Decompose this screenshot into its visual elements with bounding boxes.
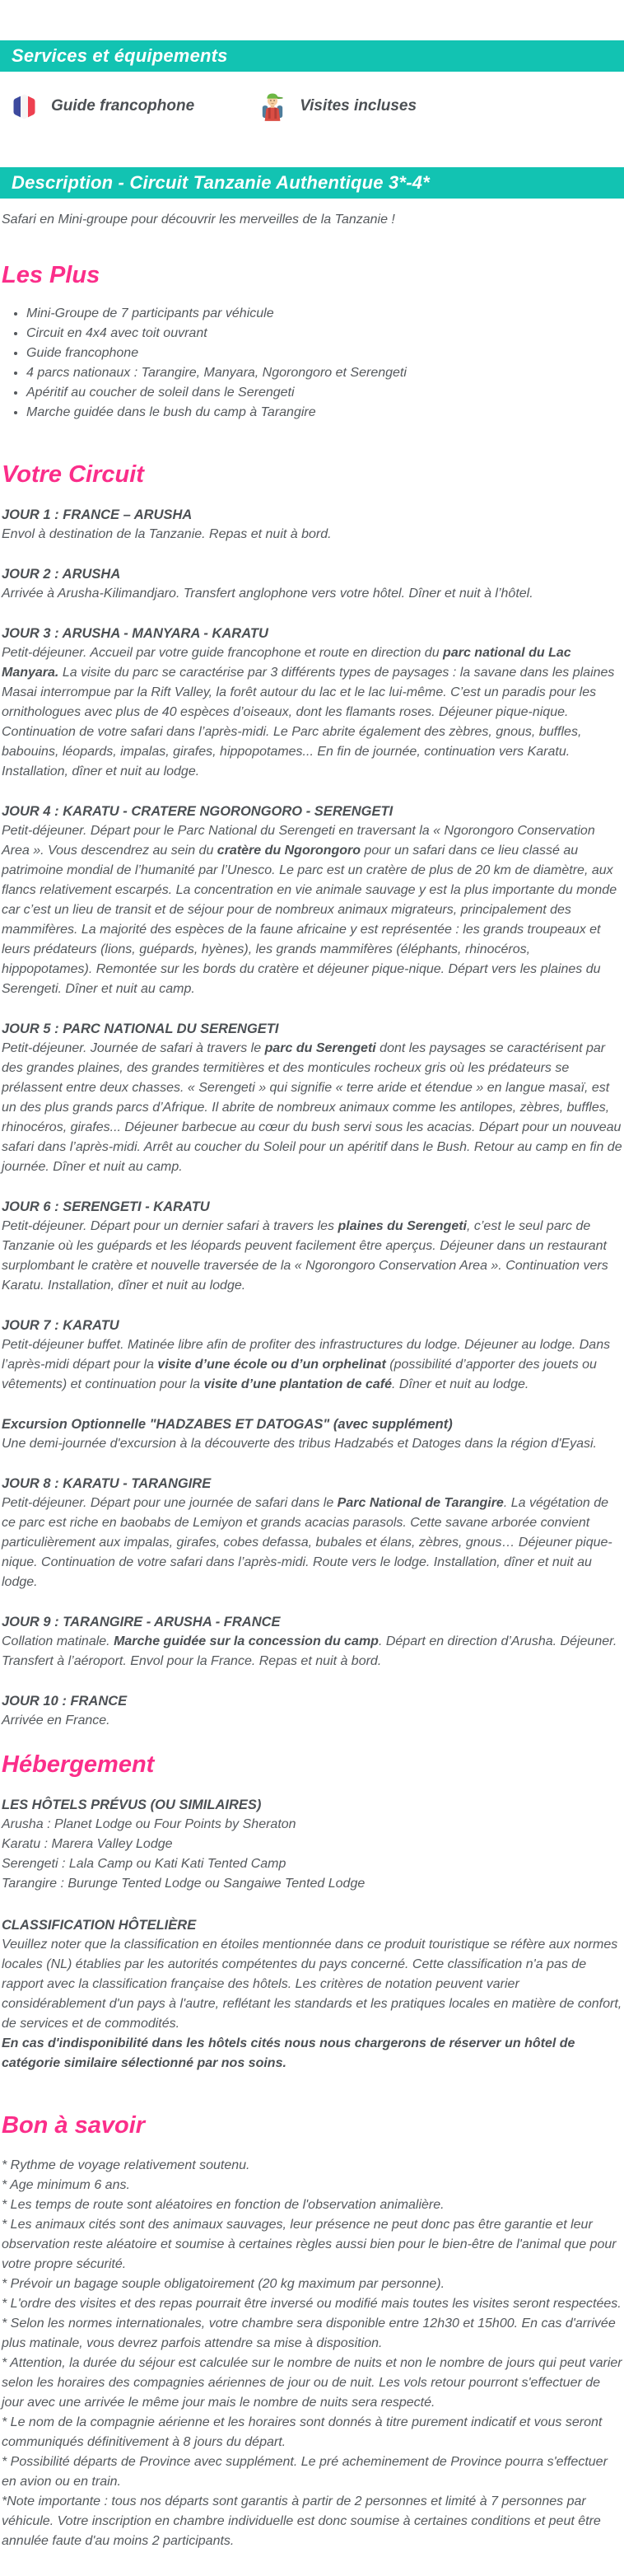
day-text: Arrivée en France. — [2, 1713, 110, 1727]
hotel-line: Serengeti : Lala Camp ou Kati Kati Tented Camp — [2, 1857, 286, 1871]
description-header-title: Description - Circuit Tanzanie Authentique 3*-4* — [12, 172, 430, 193]
services-header-bar — [0, 40, 624, 72]
day-title: JOUR 6 : SERENGETI - KARATU — [2, 1199, 210, 1214]
note-line: * Age minimum 6 ans. — [2, 2178, 130, 2192]
note-line: * Rythme de voyage relativement soutenu. — [2, 2158, 250, 2172]
notes-list — [2, 2156, 622, 2551]
service-label: Visites incluses — [300, 97, 417, 115]
service-guide-francophone — [12, 90, 194, 123]
day-text: Petit-déjeuner. Accueil par votre guide francophone et route en direction du parc national du Lac Manyara. La visite du parc se caractérise par 3 différents types de paysages : la savane dans les plaines Masai interrompue par la Rift Valley, la forêt autour du lac et le lac lui-même. C’est un paradis pour les ornithologues avec plus de 40 espèces d’oiseaux, dont les flamants roses. Déjeuner pique-nique. Continuation de votre safari dans l’après-midi. Le Parc abrite également des zèbres, gnous, buffles, babouins, léopards, impalas, girafes, hippopotames... En fin de journée, continuation vers Karatu. Installation, dîner et nuit au lodge. — [2, 646, 615, 778]
les-plus-item: • Marche guidée dans le bush du camp à Tarangire — [26, 403, 622, 423]
classification-note: En cas d'indisponibilité dans les hôtels cités nous nous chargerons de réserver un hôtel de catégorie similaire sélectionné par nos soins. — [2, 2036, 575, 2070]
service-label: Guide francophone — [51, 97, 195, 115]
les-plus-list — [26, 304, 622, 423]
hotels-heading: LES HÔTELS PRÉVUS (OU SIMILAIRES) — [2, 1798, 262, 1812]
classification-heading: CLASSIFICATION HÔTELIÈRE — [2, 1918, 197, 1933]
day-text: Petit-déjeuner. Départ pour une journée de safari dans le Parc National de Tarangire. La végétation de ce parc est riche en baobabs de Lemiyon et grands acacias parasols. Cette savane arborée convient particulièrement aux impalas, girafes, cobes defassa, bubales et élans, zèbres, gnous… Déjeuner pique-nique. Continuation de votre safari dans l’après-midi. Route vers le lodge. Installation, dîner et nuit au lodge. — [2, 1496, 612, 1589]
votre-circuit-title: Votre Circuit — [2, 461, 144, 488]
day-text: Petit-déjeuner buffet. Matinée libre afin de profiter des infrastructures du lodge. Déjeuner au lodge. Dans l’après-midi départ pour la visite d’une école ou d’un orphelinat (possibilité d’apporter des jouets ou vêtements) et continuation pour la visite d’une plantation de café. Dîner et nuit au lodge. — [2, 1338, 611, 1391]
day-title: JOUR 8 : KARATU - TARANGIRE — [2, 1476, 212, 1491]
classification-text: Veuillez noter que la classification en étoiles mentionnée dans ce produit touristique se réfère aux normes locales (NL) établies par les autorités compétentes du pays concerné. Cette classification n'a pas de rapport avec la classification française des hôtels. Les critères de notation peuvent varier considérablement d'un pays à l'autre, reflétant les standards et les pratiques locales en matière de confort, de services et de commodités. — [2, 1938, 622, 2031]
description-content — [0, 210, 624, 2551]
day-title: JOUR 10 : FRANCE — [2, 1694, 128, 1709]
day-text: Une demi-journée d'excursion à la découverte des tribus Hadzabés et Datoges dans la région d'Eyasi. — [2, 1437, 597, 1451]
day-title: JOUR 2 : ARUSHA — [2, 567, 121, 582]
les-plus-title: Les Plus — [2, 262, 100, 288]
hebergement-title: Hébergement — [2, 1751, 155, 1778]
day-title: JOUR 4 : KARATU - CRATERE NGORONGORO - SERENGETI — [2, 804, 393, 819]
day-title: Excursion Optionnelle "HADZABES ET DATOGAS" (avec supplément) — [2, 1417, 453, 1432]
day-text: Arrivée à Arusha-Kilimandjaro. Transfert anglophone vers votre hôtel. Dîner et nuit à l’hôtel. — [2, 587, 533, 601]
bon-a-savoir-title: Bon à savoir — [2, 2112, 146, 2139]
services-row — [12, 88, 624, 124]
note-line: * Prévoir un bagage souple obligatoirement (20 kg maximum par personne). — [2, 2277, 445, 2291]
hotel-line: Karatu : Marera Valley Lodge — [2, 1837, 173, 1851]
note-line: * L'ordre des visites et des repas pourrait être inversé ou modifié mais toutes les visites seront respectées. — [2, 2297, 622, 2311]
service-visites-incluses — [260, 90, 417, 123]
description-header-bar — [0, 167, 624, 199]
day-title: JOUR 7 : KARATU — [2, 1318, 119, 1333]
hotel-line: Arusha : Planet Lodge ou Four Points by Sheraton — [2, 1817, 296, 1831]
les-plus-item: • 4 parcs nationaux : Tarangire, Manyara, Ngorongoro et Serengeti — [26, 363, 622, 383]
circuit-days — [2, 505, 622, 1731]
day-title: JOUR 1 : FRANCE – ARUSHA — [2, 507, 193, 522]
note-line: * Les temps de route sont aléatoires en fonction de l'observation animalière. — [2, 2198, 445, 2212]
les-plus-item: • Apéritif au coucher de soleil dans le Serengeti — [26, 383, 622, 403]
note-line: * Le nom de la compagnie aérienne et les horaires sont donnés à titre purement indicatif et vous seront communiqués définitivement à 8 jours du départ. — [2, 2415, 603, 2449]
note-line: * Attention, la durée du séjour est calculée sur le nombre de nuits et non le nombre de jours qui peut varier selon les horaires des compagnies aériennes de jour ou de nuit. Les vols retour pourront s'effectuer de jour avec une arrivée le même jour mais le nombre de nuits sera respecté. — [2, 2356, 622, 2410]
tourist-icon — [260, 90, 285, 123]
french-flag-icon — [12, 90, 36, 123]
hotel-line: Tarangire : Burunge Tented Lodge ou Sangaiwe Tented Lodge — [2, 1877, 366, 1891]
day-title: JOUR 3 : ARUSHA - MANYARA - KARATU — [2, 626, 268, 641]
les-plus-item: • Guide francophone — [26, 344, 622, 363]
note-line: *Note importante : tous nos départs sont garantis à partir de 2 personnes et limité à 7 personnes par véhicule. Votre inscription en chambre individuelle est donc soumise à certaines conditions et peut être annulée faute d'au moins 2 participants. — [2, 2494, 601, 2548]
day-text: Petit-déjeuner. Journée de safari à travers le parc du Serengeti dont les paysages se caractérisent par des grandes plaines, des grandes termitières et des monticules rocheux gris où les prédateurs se prélassent entre deux chasses. « Serengeti » qui signifie « terre aride et étendue » en langue masaï, est un des plus grands parcs d’Afrique. Il abrite de nombreux animaux comme les antilopes, zèbres, buffles, rhinocéros, girafes... Déjeuner barbecue au cœur du bush servi sous les acacias. Départ pour un nouveau safari dans l’après-midi. Arrêt au coucher du Soleil pour un apéritif dans le Bush. Retour au camp en fin de journée. Dîner et nuit au camp. — [2, 1041, 622, 1174]
day-title: JOUR 9 : TARANGIRE - ARUSHA - FRANCE — [2, 1615, 281, 1629]
les-plus-item: • Mini-Groupe de 7 participants par véhicule — [26, 304, 622, 324]
hotels-list — [2, 1815, 622, 1894]
note-line: * Les animaux cités sont des animaux sauvages, leur présence ne peut donc pas être garantie et leur observation reste aléatoire et soumise à certaines règles aussi bien pour le bien-être de l'animal que pour votre propre sécurité. — [2, 2218, 617, 2271]
day-text: Collation matinale. Marche guidée sur la concession du camp. Départ en direction d’Arusha. Déjeuner. Transfert à l’aéroport. Envol pour la France. Repas et nuit à bord. — [2, 1634, 617, 1668]
services-header-title: Services et équipements — [12, 45, 228, 66]
note-line: * Possibilité départs de Province avec supplément. Le pré acheminement de Province pourra s'effectuer en avion ou en train. — [2, 2455, 608, 2489]
day-title: JOUR 5 : PARC NATIONAL DU SERENGETI — [2, 1022, 279, 1036]
day-text: Petit-déjeuner. Départ pour un dernier safari à travers les plaines du Serengeti, c’est le seul parc de Tanzanie où les guépards et les léopards peuvent facilement être aperçus. Déjeuner dans un restaurant surplombant le cratère et nouvelle traversée de la « Ngorongoro Conservation Area ». Continuation vers Karatu. Installation, dîner et nuit au lodge. — [2, 1219, 608, 1293]
les-plus-item: • Circuit en 4x4 avec toit ouvrant — [26, 324, 622, 344]
note-line: * Selon les normes internationales, votre chambre sera disponible entre 12h30 et 15h00. En cas d'arrivée plus matinale, vous devrez parfois attendre sa mise à disposition. — [2, 2317, 616, 2350]
day-text: Envol à destination de la Tanzanie. Repas et nuit à bord. — [2, 527, 332, 541]
itinerary-page — [0, 40, 624, 2576]
intro-text: Safari en Mini-groupe pour découvrir les merveilles de la Tanzanie ! — [2, 213, 395, 227]
hotels-block — [2, 1795, 622, 2073]
day-text: Petit-déjeuner. Départ pour le Parc National du Serengeti en traversant la « Ngorongoro Conservation Area ». Vous descendrez au sein du cratère du Ngorongoro pour un safari dans ce lieu classé au patrimoine mondial de l’humanité par l’Unesco. Le parc est un cratère de plus de 20 km de diamètre, aux flancs relativement escarpés. La concentration en vie animale sauvage y est la plus importante du monde car c’est un lieu de transit et de séjour pour de nombreux animaux migrateurs, principalement des mammifères. La majorité des espèces de la faune africaine y est représentée : les grands troupeaux et leurs prédateurs (lions, guépards, hyènes), les grands mammifères (éléphants, rhinocéros, hippopotames). Remontée sur les bords du cratère et déjeuner pique-nique. Départ vers les plaines du Serengeti. Dîner et nuit au camp. — [2, 824, 617, 996]
